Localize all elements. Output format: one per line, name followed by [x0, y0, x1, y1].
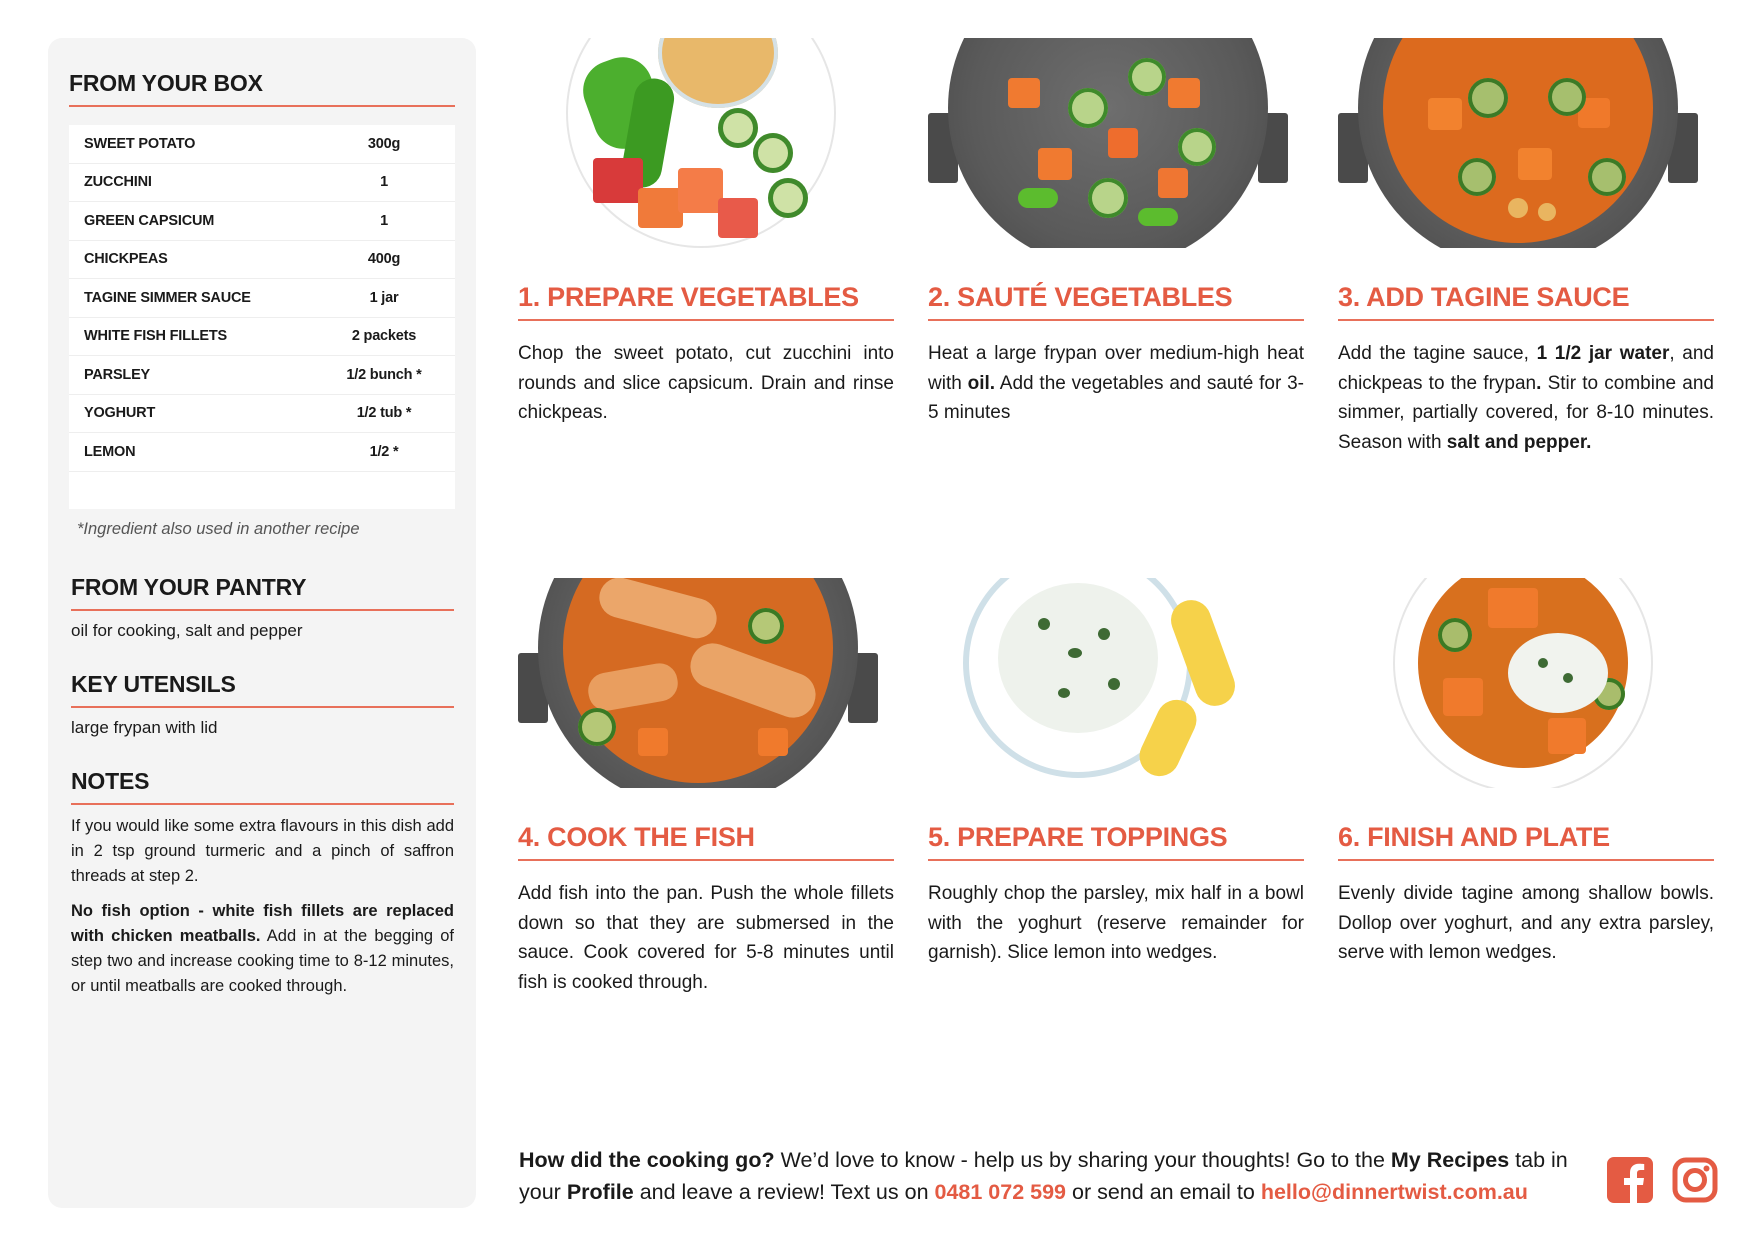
notes-no-fish-option: No fish option - white fish fillets are replaced with chicken meatballs. — [71, 902, 454, 945]
step-5-photo — [928, 578, 1304, 788]
notes-paragraph-2 — [71, 899, 454, 999]
ingredient-row — [69, 318, 455, 357]
notes-paragraph-2-rest: Add in at the begging of step two and increase cooking time to 8-12 minutes, or until meatballs are cooked through. — [71, 927, 455, 995]
ingredient-row — [69, 395, 455, 434]
footer-text-3: and leave a review! Text us on — [633, 1180, 935, 1204]
footer-text-2: tab in your — [519, 1148, 1568, 1204]
ingredient-name: CHICKPEAS — [84, 251, 168, 268]
step-3 — [1338, 38, 1714, 457]
ingredient-footnote: *Ingredient also used in another recipe — [77, 520, 360, 538]
ingredient-row — [69, 202, 455, 241]
key-utensils-heading: KEY UTENSILS — [71, 671, 454, 708]
step-text-segment: Add fish into the pan. Push the whole fillets down so that they are submersed in the sauce. Cook covered for 5-8 minutes until fish is cooked through. — [518, 883, 894, 993]
step-5 — [928, 578, 1304, 968]
step-2 — [928, 38, 1304, 428]
ingredient-quantity: 400g — [367, 251, 401, 268]
step-1-photo — [518, 38, 894, 248]
notes-text — [71, 814, 454, 1009]
ingredient-quantity: 1 — [380, 212, 388, 229]
step-4-text — [518, 879, 894, 997]
ingredient-name: LEMON — [84, 443, 136, 460]
phone-link[interactable]: 0481 072 599 — [934, 1180, 1067, 1204]
ingredient-name: PARSLEY — [84, 366, 151, 383]
step-6-text — [1338, 879, 1714, 968]
ingredient-quantity: 300g — [367, 135, 401, 152]
step-2-title: 2. SAUTÉ VEGETABLES — [928, 282, 1304, 321]
ingredient-name: GREEN CAPSICUM — [84, 212, 215, 229]
ingredient-row — [69, 279, 455, 318]
notes-paragraph-1: If you would like some extra flavours in this dish add in 2 tsp ground turmeric and a pinch of saffron threads at step 2. — [71, 817, 454, 885]
profile-label: Profile — [566, 1180, 634, 1204]
utensils-text: large frypan with lid — [71, 718, 218, 737]
ingredient-quantity: 1 — [380, 174, 388, 191]
step-1-title: 1. PREPARE VEGETABLES — [518, 282, 894, 321]
ingredient-quantity: 1/2 bunch * — [346, 366, 422, 383]
step-4-title: 4. COOK THE FISH — [518, 822, 894, 861]
my-recipes-label: My Recipes — [1390, 1148, 1510, 1172]
from-your-box-heading: FROM YOUR BOX — [69, 70, 455, 107]
step-text-segment: oil. — [967, 372, 996, 394]
pantry-text: oil for cooking, salt and pepper — [71, 621, 303, 640]
from-your-pantry-heading: FROM YOUR PANTRY — [71, 574, 454, 611]
step-text-segment: Heat a large frypan over medium-high heat with — [928, 343, 1304, 394]
step-text-segment: Stir to combine and simmer, partially covered, for 8-10 minutes. Season with — [1338, 372, 1714, 453]
step-text-segment: , and chickpeas to the frypan — [1338, 343, 1714, 394]
step-6-photo — [1338, 578, 1714, 788]
ingredients-sidebar — [48, 38, 476, 1208]
ingredient-name: TAGINE SIMMER SAUCE — [84, 289, 251, 306]
notes-heading: NOTES — [71, 768, 454, 805]
step-text-segment: Evenly divide tagine among shallow bowls. Dollop over yoghurt, and any extra parsley, serve with lemon wedges. — [1338, 883, 1714, 963]
ingredient-row — [69, 433, 455, 472]
ingredient-name: SWEET POTATO — [84, 135, 196, 152]
footer-text-4: or send an email to — [1066, 1180, 1261, 1204]
ingredient-name: ZUCCHINI — [84, 174, 152, 191]
feedback-footer — [519, 1144, 1579, 1208]
step-text-segment: . — [1536, 372, 1542, 394]
step-text-segment: Chop the sweet potato, cut zucchini into rounds and slice capsicum. Drain and rinse chickpeas. — [518, 343, 894, 423]
feedback-question: How did the cooking go? — [519, 1148, 775, 1172]
step-2-text — [928, 339, 1304, 428]
step-text-segment: Roughly chop the parsley, mix half in a bowl with the yoghurt (reserve remainder for garnish). Slice lemon into wedges. — [928, 883, 1304, 963]
step-5-title: 5. PREPARE TOPPINGS — [928, 822, 1304, 861]
ingredient-name: WHITE FISH FILLETS — [84, 328, 228, 345]
instagram-icon[interactable] — [1672, 1157, 1718, 1203]
ingredient-quantity: 1/2 * — [369, 443, 399, 460]
step-text-segment: 1 1/2 jar water — [1536, 343, 1670, 364]
step-4-photo — [518, 578, 894, 788]
step-1 — [518, 38, 894, 428]
step-3-title: 3. ADD TAGINE SAUCE — [1338, 282, 1714, 321]
ingredient-quantity: 2 packets — [351, 328, 417, 345]
step-text-segment: Add the tagine sauce, — [1338, 343, 1537, 364]
facebook-icon[interactable] — [1607, 1157, 1653, 1203]
step-text-segment: salt and pepper. — [1446, 431, 1592, 453]
ingredient-row — [69, 356, 455, 395]
ingredient-row — [69, 164, 455, 203]
ingredient-row — [69, 241, 455, 280]
step-2-photo — [928, 38, 1304, 248]
ingredient-row — [69, 125, 455, 164]
step-6 — [1338, 578, 1714, 968]
step-3-text — [1338, 339, 1714, 457]
step-6-title: 6. FINISH AND PLATE — [1338, 822, 1714, 861]
ingredient-quantity: 1 jar — [369, 289, 399, 306]
step-1-text — [518, 339, 894, 428]
ingredients-table — [69, 125, 455, 509]
ingredient-quantity: 1/2 tub * — [356, 405, 412, 422]
footer-text-1: We’d love to know - help us by sharing your thoughts! Go to the — [774, 1148, 1391, 1172]
step-text-segment: Add the vegetables and sauté for 3-5 minutes — [928, 372, 1304, 423]
step-5-text — [928, 879, 1304, 968]
step-3-photo — [1338, 38, 1714, 248]
email-link[interactable]: hello@dinnertwist.com.au — [1260, 1180, 1528, 1204]
step-4 — [518, 578, 894, 997]
ingredient-name: YOGHURT — [84, 405, 156, 422]
